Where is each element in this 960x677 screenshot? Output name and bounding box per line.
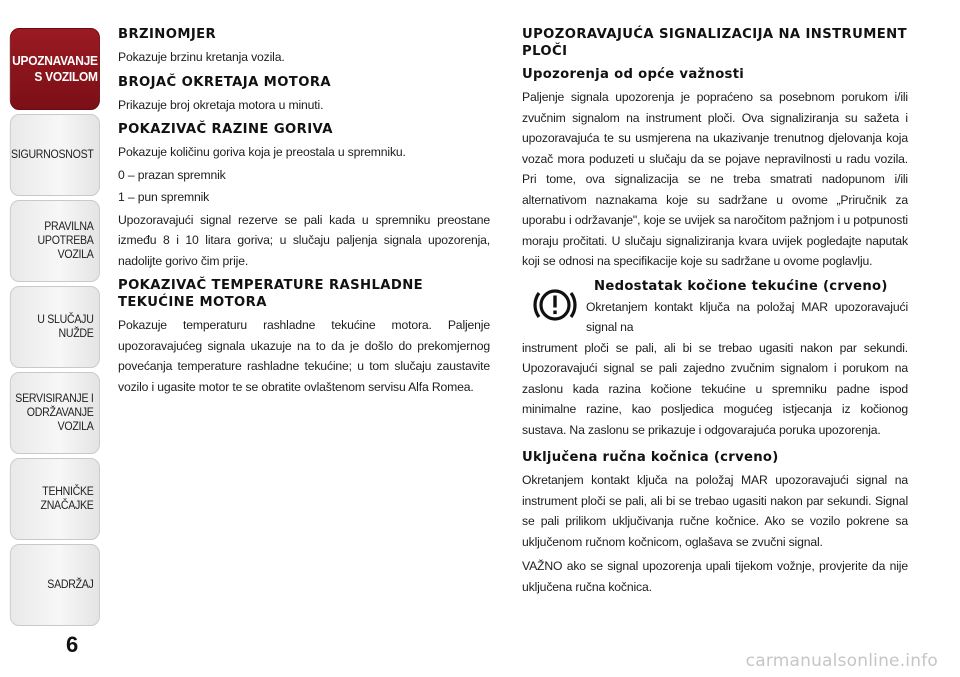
brake-fluid-text: instrument ploči se pali, ali bi se trebao ugasiti nakon par sekundi. Upozoravajući signal se pali zajedno zvučnim signalom i porukom na zaslonu kada razina kočione tekućine u spremniku padne ispod minimalne razine, kao posljedica mogućeg istjecanja iz kočionog sustava. Na zaslonu se prikazuje i odgovarajuća poruka upozorenja. xyxy=(522,340,908,437)
right-column xyxy=(522,26,908,597)
tab-pravilna-upotreba-vozila[interactable]: PRAVILNA UPOTREBA VOZILA xyxy=(10,200,100,282)
tab-sadrzaj[interactable]: SADRŽAJ xyxy=(10,544,100,626)
coolant-gauge-text: Pokazuje temperaturu rashladne tekućine motora. Paljenje upozoravajućeg signala ukazuje na to da je došlo do prekomjernog povećanja temperature rashladne tekućine; u tom slučaju zaustavite vozilo i ugasite motor te se obratite ovlaštenom servisu Alfa Romea. xyxy=(118,318,490,394)
tab-tehnicke-znacajke[interactable]: TEHNIČKE ZNAČAJKE xyxy=(10,458,100,540)
page-number: 6 xyxy=(66,632,79,657)
speedometer-text: Pokazuje brzinu kretanja vozila. xyxy=(118,50,285,64)
tab-servisiranje-i-odrzavanje[interactable]: SERVISIRANJE I ODRŽAVANJE VOZILA xyxy=(10,372,100,454)
tachometer-heading: BROJAČ OKRETAJA MOTORA xyxy=(118,74,331,90)
brake-fluid-heading: Nedostatak kočione tekućine (crveno) xyxy=(594,278,888,294)
left-column xyxy=(118,26,490,397)
tab-sigurnosnost[interactable]: SIGURNOSNOST xyxy=(10,114,100,196)
tab-u-slucaju-nuzde[interactable]: U SLUČAJU NUŽDE xyxy=(10,286,100,368)
tachometer-text: Prikazuje broj okretaja motora u minuti. xyxy=(118,97,324,112)
general-warnings-heading: Upozorenja od opće važnosti xyxy=(522,67,745,82)
fuel-reserve-text: Upozoravajući signal rezerve se pali kada u spremniku preostane između 8 i 10 litara goriva; u slučaju paljenja signala upozorenja, nadolijte gorivo čim prije. xyxy=(118,212,490,268)
warning-signals-heading: UPOZORAVAJUĆA SIGNALIZACIJA NA INSTRUMENT PLOČI xyxy=(522,27,907,59)
handbrake-note: VAŽNO ako se signal upozorenja upali tijekom vožnje, provjerite da nije uključena ručna kočnica. xyxy=(522,559,908,594)
fuel-gauge-heading: POKAZIVAČ RAZINE GORIVA xyxy=(118,122,333,137)
fuel-full-text: 1 – pun spremnik xyxy=(118,190,210,204)
tab-upoznavanje-s-vozilom[interactable]: UPOZNAVANJE S VOZILOM xyxy=(10,28,100,110)
fuel-empty-text: 0 – prazan spremnik xyxy=(118,167,226,182)
fuel-gauge-text: Pokazuje količinu goriva koja je preostala u spremniku. xyxy=(118,145,406,159)
speedometer-heading: BRZINOMJER xyxy=(118,27,217,42)
brake-fluid-text-first: Okretanjem kontakt ključa na položaj MAR upozoravajući signal na xyxy=(586,299,908,334)
general-warnings-text: Paljenje signala upozorenja je popraćeno sa posebnom porukom i/ili zvučnim signalom na instrument ploči. Ova signaliziranja su sažeta i upozoravajuća te su usmjerena na ukazivanje trenutnog djelovanja koja vozač mora poduzeti u slučaju da se pojave nepravilnosti u radu vozila. Pri tome, ova signalizacija se ne treba smatrati nadopunom i/ili alternativom naznakama koje su sadržane u ovome „Priručnik za uporabu i održavanje", koje se uvijek sa naročitom pažnjom i u potpunosti moraju pročitati. U slučaju signaliziranja kvara uvijek pogledajte naputak koji se odnosi na specifikacije koje su sadržane u ovome poglavlju. xyxy=(522,90,908,268)
handbrake-heading: Uključena ručna kočnica (crveno) xyxy=(522,450,779,465)
handbrake-text: Okretanjem kontakt ključa na položaj MAR upozoravajući signal na instrument ploči se pali, ali bi se trebao ugasiti nakon par sekundi. Signal se pali prilikom uključivanja ručne kočnice. Ako se vozilo pokrene sa uključenom ručnom kočnicom, oglašava se zvučni signal. xyxy=(522,473,908,549)
brake-fluid-section xyxy=(522,278,908,441)
watermark: carmanualsonline.info xyxy=(745,651,938,671)
brake-warning-icon xyxy=(530,280,580,330)
coolant-gauge-heading: POKAZIVAČ TEMPERATURE RASHLADNE TEKUĆINE MOTORA xyxy=(118,278,424,310)
